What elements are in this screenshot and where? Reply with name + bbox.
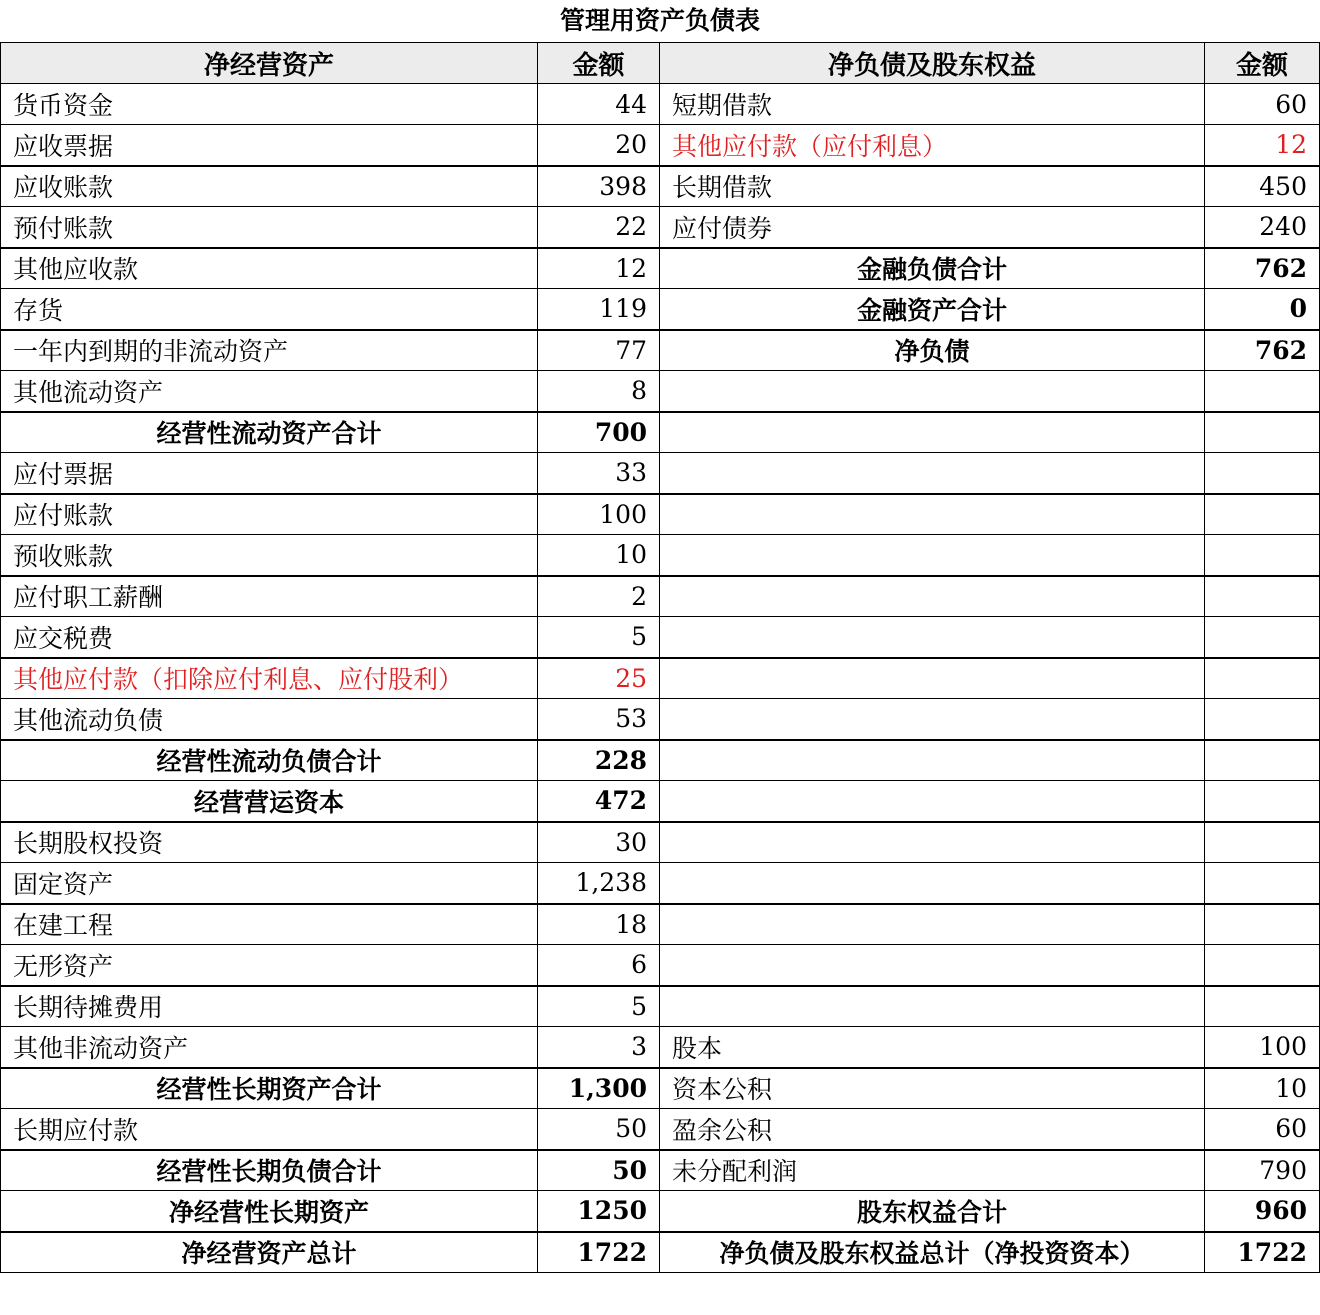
table-row [1,494,1320,535]
right-item-cell: 短期借款 [660,84,1205,125]
right-amount-cell [1205,576,1320,617]
left-amount-cell: 5 [538,986,660,1027]
left-subtotal-amount: 1250 [538,1191,660,1232]
balance-sheet-table [0,42,1320,1273]
right-amount-cell [1205,781,1320,822]
left-subtotal-label: 经营性流动资产合计 [1,412,538,453]
table-row [1,371,1320,412]
right-item-cell [660,699,1205,740]
left-item-cell: 长期待摊费用 [1,986,538,1027]
header-right-item: 净负债及股东权益 [660,43,1205,84]
right-amount-cell [1205,535,1320,576]
right-item-cell [660,781,1205,822]
table-row [1,453,1320,494]
table-row [1,166,1320,207]
right-subtotal-amount: 960 [1205,1191,1320,1232]
right-item-cell [660,863,1205,904]
left-item-cell: 应收账款 [1,166,538,207]
right-subtotal-amount: 0 [1205,289,1320,330]
left-amount-cell: 3 [538,1027,660,1068]
right-amount-cell [1205,658,1320,699]
left-amount-cell: 398 [538,166,660,207]
table-row [1,617,1320,658]
table-row [1,1191,1320,1232]
table-row [1,904,1320,945]
table-row [1,1109,1320,1150]
left-item-cell: 应付票据 [1,453,538,494]
right-subtotal-label: 金融资产合计 [660,289,1205,330]
right-subtotal-label: 净负债 [660,330,1205,371]
left-item-cell: 货币资金 [1,84,538,125]
right-amount-cell: 60 [1205,84,1320,125]
left-amount-cell: 18 [538,904,660,945]
table-row [1,945,1320,986]
right-item-cell [660,945,1205,986]
right-amount-cell [1205,822,1320,863]
left-item-cell: 预收账款 [1,535,538,576]
right-item-cell [660,576,1205,617]
right-item-cell [660,494,1205,535]
left-subtotal-amount: 50 [538,1150,660,1191]
right-amount-cell [1205,904,1320,945]
right-amount-cell: 790 [1205,1150,1320,1191]
right-grand-total-label: 净负债及股东权益总计（净投资资本） [660,1232,1205,1273]
table-row [1,207,1320,248]
left-subtotal-label: 净经营性长期资产 [1,1191,538,1232]
left-grand-total-label: 净经营资产总计 [1,1232,538,1273]
right-item-cell-highlighted: 其他应付款（应付利息） [660,125,1205,166]
left-item-cell: 长期应付款 [1,1109,538,1150]
table-row [1,986,1320,1027]
right-amount-cell [1205,986,1320,1027]
table-row [1,84,1320,125]
left-amount-cell: 12 [538,248,660,289]
left-subtotal-amount: 1,300 [538,1068,660,1109]
right-item-cell: 股本 [660,1027,1205,1068]
left-item-cell: 其他流动负债 [1,699,538,740]
left-amount-cell: 20 [538,125,660,166]
right-item-cell [660,986,1205,1027]
right-amount-cell-highlighted: 12 [1205,125,1320,166]
left-item-cell: 其他非流动资产 [1,1027,538,1068]
header-right-amount: 金额 [1205,43,1320,84]
right-amount-cell [1205,453,1320,494]
table-row [1,863,1320,904]
table-row [1,740,1320,781]
right-amount-cell: 240 [1205,207,1320,248]
right-amount-cell [1205,740,1320,781]
left-item-cell: 一年内到期的非流动资产 [1,330,538,371]
right-item-cell [660,822,1205,863]
right-item-cell: 未分配利润 [660,1150,1205,1191]
table-row [1,576,1320,617]
right-amount-cell [1205,863,1320,904]
table-row [1,535,1320,576]
left-amount-cell: 53 [538,699,660,740]
right-amount-cell [1205,494,1320,535]
right-subtotal-amount: 762 [1205,248,1320,289]
right-amount-cell [1205,945,1320,986]
table-row [1,781,1320,822]
left-item-cell: 其他流动资产 [1,371,538,412]
right-item-cell: 应付债券 [660,207,1205,248]
left-item-cell: 其他应收款 [1,248,538,289]
header-left-item: 净经营资产 [1,43,538,84]
left-subtotal-label: 经营性长期资产合计 [1,1068,538,1109]
table-row [1,1027,1320,1068]
left-amount-cell: 77 [538,330,660,371]
header-left-amount: 金额 [538,43,660,84]
left-subtotal-label: 经营性流动负债合计 [1,740,538,781]
right-item-cell [660,904,1205,945]
header-row [1,43,1320,84]
left-item-cell: 在建工程 [1,904,538,945]
left-amount-cell: 5 [538,617,660,658]
left-amount-cell: 50 [538,1109,660,1150]
right-grand-total-amount: 1722 [1205,1232,1320,1273]
right-item-cell [660,658,1205,699]
left-amount-cell-highlighted: 25 [538,658,660,699]
right-subtotal-amount: 762 [1205,330,1320,371]
table-row [1,1232,1320,1273]
right-item-cell [660,412,1205,453]
table-row [1,289,1320,330]
left-amount-cell: 1,238 [538,863,660,904]
left-amount-cell: 8 [538,371,660,412]
table-row [1,412,1320,453]
right-amount-cell: 450 [1205,166,1320,207]
left-subtotal-amount: 700 [538,412,660,453]
right-item-cell [660,535,1205,576]
left-item-cell-highlighted: 其他应付款（扣除应付利息、应付股利） [1,658,538,699]
left-amount-cell: 100 [538,494,660,535]
right-amount-cell: 60 [1205,1109,1320,1150]
left-item-cell: 无形资产 [1,945,538,986]
table-row [1,1150,1320,1191]
right-item-cell: 盈余公积 [660,1109,1205,1150]
left-item-cell: 存货 [1,289,538,330]
right-amount-cell [1205,371,1320,412]
left-subtotal-label: 经营营运资本 [1,781,538,822]
left-amount-cell: 44 [538,84,660,125]
left-item-cell: 应付职工薪酬 [1,576,538,617]
right-amount-cell [1205,412,1320,453]
left-item-cell: 应交税费 [1,617,538,658]
sheet-title: 管理用资产负债表 [559,6,760,35]
table-row [1,248,1320,289]
table-row [1,125,1320,166]
right-subtotal-label: 金融负债合计 [660,248,1205,289]
left-amount-cell: 2 [538,576,660,617]
table-row [1,1068,1320,1109]
left-item-cell: 固定资产 [1,863,538,904]
left-subtotal-label: 经营性长期负债合计 [1,1150,538,1191]
left-amount-cell: 30 [538,822,660,863]
left-item-cell: 应收票据 [1,125,538,166]
right-item-cell: 长期借款 [660,166,1205,207]
table-row [1,822,1320,863]
left-item-cell: 预付账款 [1,207,538,248]
left-amount-cell: 10 [538,535,660,576]
left-subtotal-amount: 228 [538,740,660,781]
left-item-cell: 长期股权投资 [1,822,538,863]
right-subtotal-label: 股东权益合计 [660,1191,1205,1232]
left-amount-cell: 119 [538,289,660,330]
right-item-cell [660,371,1205,412]
table-row [1,699,1320,740]
left-amount-cell: 22 [538,207,660,248]
right-item-cell [660,740,1205,781]
right-item-cell [660,617,1205,658]
right-amount-cell: 100 [1205,1027,1320,1068]
right-item-cell [660,453,1205,494]
table-row [1,330,1320,371]
right-amount-cell: 10 [1205,1068,1320,1109]
left-subtotal-amount: 472 [538,781,660,822]
left-grand-total-amount: 1722 [538,1232,660,1273]
left-amount-cell: 6 [538,945,660,986]
right-item-cell: 资本公积 [660,1068,1205,1109]
left-item-cell: 应付账款 [1,494,538,535]
right-amount-cell [1205,699,1320,740]
table-row [1,658,1320,699]
left-amount-cell: 33 [538,453,660,494]
right-amount-cell [1205,617,1320,658]
